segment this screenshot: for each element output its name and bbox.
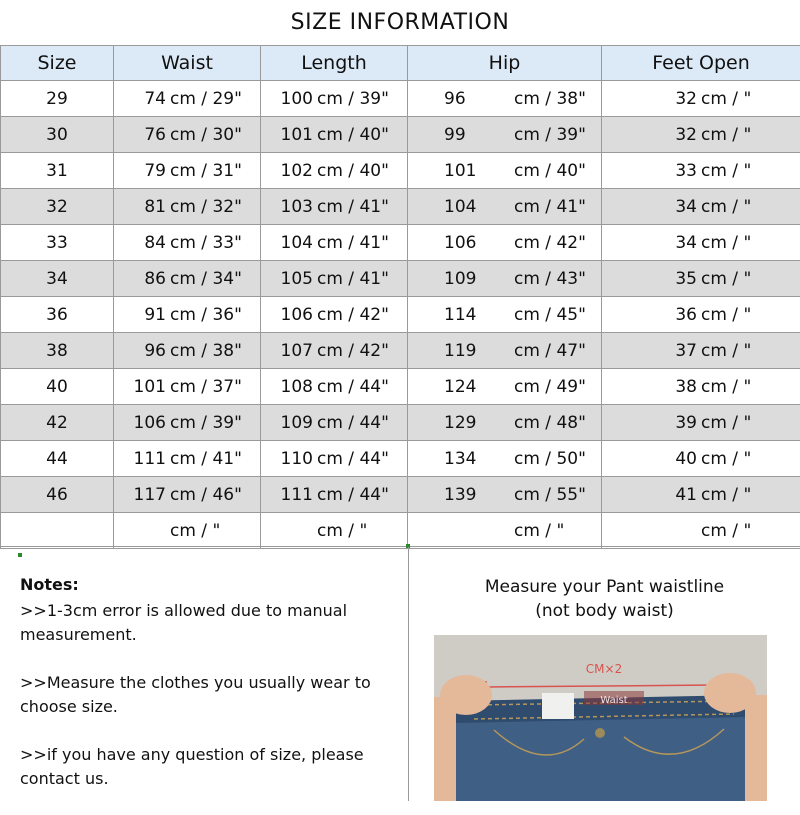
feet-open-cm: 34 bbox=[602, 197, 697, 217]
feet-open-unit: cm / " bbox=[697, 161, 751, 181]
hip-cm: 96 bbox=[408, 89, 508, 109]
size-value: 44 bbox=[46, 449, 68, 469]
size-cell bbox=[1, 513, 114, 549]
length-cell bbox=[261, 477, 408, 513]
hip-cell bbox=[408, 261, 602, 297]
length-cell bbox=[261, 117, 408, 153]
waist-unit: cm / 36" bbox=[166, 305, 242, 325]
waist-cell bbox=[114, 189, 261, 225]
hip-cell bbox=[408, 297, 602, 333]
header-length: Length bbox=[261, 46, 408, 81]
size-cell bbox=[1, 477, 114, 513]
feet-open-cell bbox=[602, 297, 800, 333]
hip-cell bbox=[408, 477, 602, 513]
table-row bbox=[1, 261, 800, 297]
waist-unit: cm / 46" bbox=[166, 485, 242, 505]
measure-label: CM×2 bbox=[586, 662, 622, 676]
feet-open-cell bbox=[602, 477, 800, 513]
length-unit: cm / 41" bbox=[313, 233, 389, 253]
size-cell bbox=[1, 333, 114, 369]
waist-cell bbox=[114, 225, 261, 261]
feet-open-cell bbox=[602, 405, 800, 441]
length-unit: cm / 44" bbox=[313, 485, 389, 505]
size-value: 31 bbox=[46, 161, 68, 181]
size-cell bbox=[1, 405, 114, 441]
waist-cell bbox=[114, 297, 261, 333]
hip-cell bbox=[408, 333, 602, 369]
header-waist: Waist bbox=[114, 46, 261, 81]
feet-open-cm: 41 bbox=[602, 485, 697, 505]
length-cm: 111 bbox=[261, 485, 313, 505]
waist-unit: cm / 31" bbox=[166, 161, 242, 181]
length-cell bbox=[261, 441, 408, 477]
table-row bbox=[1, 369, 800, 405]
size-cell bbox=[1, 369, 114, 405]
length-cm: 107 bbox=[261, 341, 313, 361]
waist-unit: cm / 33" bbox=[166, 233, 242, 253]
notes-title: Notes: bbox=[20, 573, 390, 597]
feet-open-cell bbox=[602, 189, 800, 225]
length-cm: 110 bbox=[261, 449, 313, 469]
feet-open-unit: cm / " bbox=[697, 197, 751, 217]
length-unit: cm / 42" bbox=[313, 341, 389, 361]
hip-unit: cm / 48" bbox=[508, 413, 586, 433]
feet-open-cell bbox=[602, 153, 800, 189]
feet-open-unit: cm / " bbox=[697, 521, 751, 541]
feet-open-cm: 37 bbox=[602, 341, 697, 361]
length-unit: cm / 44" bbox=[313, 413, 389, 433]
waist-unit: cm / 37" bbox=[166, 377, 242, 397]
hip-cm: 129 bbox=[408, 413, 508, 433]
waist-cell bbox=[114, 405, 261, 441]
length-cell bbox=[261, 369, 408, 405]
feet-open-cm: 32 bbox=[602, 89, 697, 109]
hip-cell bbox=[408, 369, 602, 405]
feet-open-unit: cm / " bbox=[697, 341, 751, 361]
feet-open-cell bbox=[602, 513, 800, 549]
hip-cm: 99 bbox=[408, 125, 508, 145]
length-cm: 101 bbox=[261, 125, 313, 145]
table-header-row bbox=[1, 46, 800, 81]
size-cell bbox=[1, 81, 114, 117]
hip-cm: 139 bbox=[408, 485, 508, 505]
waist-cm: 111 bbox=[114, 449, 166, 469]
hip-cm: 106 bbox=[408, 233, 508, 253]
table-row bbox=[1, 441, 800, 477]
length-unit: cm / 40" bbox=[313, 125, 389, 145]
length-unit: cm / 42" bbox=[313, 305, 389, 325]
hip-cell bbox=[408, 153, 602, 189]
notes-block bbox=[20, 573, 390, 815]
size-value: 29 bbox=[46, 89, 68, 109]
header-feet-open: Feet Open bbox=[602, 46, 800, 81]
waist-cell bbox=[114, 441, 261, 477]
waist-cell bbox=[114, 117, 261, 153]
table-row bbox=[1, 405, 800, 441]
waist-cm: 84 bbox=[114, 233, 166, 253]
feet-open-unit: cm / " bbox=[697, 233, 751, 253]
waist-cell bbox=[114, 81, 261, 117]
note-line: >>1-3cm error is allowed due to manual measurement. bbox=[20, 599, 390, 647]
feet-open-cell bbox=[602, 369, 800, 405]
hip-unit: cm / 50" bbox=[508, 449, 586, 469]
measure-title-line1: Measure your Pant waistline bbox=[409, 575, 800, 599]
waist-unit: cm / 41" bbox=[166, 449, 242, 469]
feet-open-unit: cm / " bbox=[697, 377, 751, 397]
size-value: 46 bbox=[46, 485, 68, 505]
corner-mark bbox=[18, 553, 22, 557]
size-cell bbox=[1, 153, 114, 189]
hip-unit: cm / 47" bbox=[508, 341, 586, 361]
hip-cell bbox=[408, 513, 602, 549]
waist-unit: cm / 30" bbox=[166, 125, 242, 145]
length-cell bbox=[261, 189, 408, 225]
feet-open-cm: 39 bbox=[602, 413, 697, 433]
length-unit: cm / 41" bbox=[313, 269, 389, 289]
feet-open-cm: 36 bbox=[602, 305, 697, 325]
feet-open-cm: 34 bbox=[602, 233, 697, 253]
measure-title-line2: (not body waist) bbox=[409, 599, 800, 623]
feet-open-cell bbox=[602, 81, 800, 117]
waist-unit: cm / 29" bbox=[166, 89, 242, 109]
hip-unit: cm / 42" bbox=[508, 233, 586, 253]
length-cell bbox=[261, 153, 408, 189]
length-cm: 106 bbox=[261, 305, 313, 325]
waist-unit: cm / 38" bbox=[166, 341, 242, 361]
page-title: SIZE INFORMATION bbox=[0, 0, 800, 46]
length-cm: 105 bbox=[261, 269, 313, 289]
feet-open-cm: 33 bbox=[602, 161, 697, 181]
hip-cell bbox=[408, 81, 602, 117]
size-cell bbox=[1, 117, 114, 153]
hip-cm: 101 bbox=[408, 161, 508, 181]
length-cell bbox=[261, 405, 408, 441]
size-value: 42 bbox=[46, 413, 68, 433]
hip-cell bbox=[408, 225, 602, 261]
length-cm: 104 bbox=[261, 233, 313, 253]
length-unit: cm / 41" bbox=[313, 197, 389, 217]
table-row bbox=[1, 153, 800, 189]
hip-unit: cm / 38" bbox=[508, 89, 586, 109]
size-cell bbox=[1, 297, 114, 333]
waist-cm: 76 bbox=[114, 125, 166, 145]
size-cell bbox=[1, 225, 114, 261]
feet-open-cell bbox=[602, 225, 800, 261]
hip-cm: 134 bbox=[408, 449, 508, 469]
size-cell bbox=[1, 189, 114, 225]
length-unit: cm / 44" bbox=[313, 449, 389, 469]
length-cm: 100 bbox=[261, 89, 313, 109]
length-cell bbox=[261, 81, 408, 117]
table-body bbox=[1, 81, 800, 549]
feet-open-cell bbox=[602, 441, 800, 477]
waist-cell bbox=[114, 333, 261, 369]
measure-title bbox=[409, 575, 800, 623]
length-unit: cm / 39" bbox=[313, 89, 389, 109]
size-value: 38 bbox=[46, 341, 68, 361]
size-value: 34 bbox=[46, 269, 68, 289]
hip-unit: cm / 49" bbox=[508, 377, 586, 397]
hip-unit: cm / 45" bbox=[508, 305, 586, 325]
length-cell bbox=[261, 513, 408, 549]
table-row bbox=[1, 81, 800, 117]
waist-cm: 86 bbox=[114, 269, 166, 289]
waist-cell bbox=[114, 369, 261, 405]
feet-open-unit: cm / " bbox=[697, 413, 751, 433]
note-line: >>if you have any question of size, please contact us. bbox=[20, 743, 390, 791]
table-row bbox=[1, 297, 800, 333]
jeans-measure-photo bbox=[434, 635, 767, 801]
feet-open-unit: cm / " bbox=[697, 485, 751, 505]
feet-open-cm: 38 bbox=[602, 377, 697, 397]
waist-unit: cm / 39" bbox=[166, 413, 242, 433]
length-cell bbox=[261, 225, 408, 261]
waist-cm: 96 bbox=[114, 341, 166, 361]
size-value: 30 bbox=[46, 125, 68, 145]
waist-cm: 117 bbox=[114, 485, 166, 505]
length-unit: cm / " bbox=[313, 521, 367, 541]
waist-cm: 106 bbox=[114, 413, 166, 433]
hip-unit: cm / " bbox=[508, 521, 564, 541]
jeans-illustration bbox=[434, 635, 767, 801]
hip-cm: 104 bbox=[408, 197, 508, 217]
length-cm: 108 bbox=[261, 377, 313, 397]
feet-open-unit: cm / " bbox=[697, 449, 751, 469]
hip-cm: 124 bbox=[408, 377, 508, 397]
hip-cm: 119 bbox=[408, 341, 508, 361]
hip-unit: cm / 43" bbox=[508, 269, 586, 289]
feet-open-unit: cm / " bbox=[697, 269, 751, 289]
header-size: Size bbox=[1, 46, 114, 81]
waist-cell bbox=[114, 477, 261, 513]
feet-open-unit: cm / " bbox=[697, 305, 751, 325]
table-row bbox=[1, 189, 800, 225]
length-cm: 102 bbox=[261, 161, 313, 181]
hip-cm: 114 bbox=[408, 305, 508, 325]
hip-unit: cm / 55" bbox=[508, 485, 586, 505]
table-row bbox=[1, 225, 800, 261]
size-value: 36 bbox=[46, 305, 68, 325]
size-value: 32 bbox=[46, 197, 68, 217]
waist-cm: 74 bbox=[114, 89, 166, 109]
table-row bbox=[1, 477, 800, 513]
waist-cell bbox=[114, 513, 261, 549]
hip-cm: 109 bbox=[408, 269, 508, 289]
length-cell bbox=[261, 333, 408, 369]
feet-open-cm: 40 bbox=[602, 449, 697, 469]
hip-unit: cm / 41" bbox=[508, 197, 586, 217]
length-cm: 109 bbox=[261, 413, 313, 433]
waist-unit: cm / 34" bbox=[166, 269, 242, 289]
length-cm: 103 bbox=[261, 197, 313, 217]
size-table bbox=[0, 45, 800, 549]
waist-unit: cm / " bbox=[166, 521, 220, 541]
length-unit: cm / 40" bbox=[313, 161, 389, 181]
hip-cell bbox=[408, 405, 602, 441]
size-cell bbox=[1, 261, 114, 297]
hip-cell bbox=[408, 441, 602, 477]
info-section bbox=[0, 546, 800, 801]
hip-unit: cm / 40" bbox=[508, 161, 586, 181]
feet-open-cell bbox=[602, 333, 800, 369]
hip-cell bbox=[408, 189, 602, 225]
waist-cell bbox=[114, 153, 261, 189]
feet-open-cell bbox=[602, 117, 800, 153]
length-unit: cm / 44" bbox=[313, 377, 389, 397]
size-cell bbox=[1, 441, 114, 477]
length-cell bbox=[261, 261, 408, 297]
size-value: 33 bbox=[46, 233, 68, 253]
size-value: 40 bbox=[46, 377, 68, 397]
feet-open-cell bbox=[602, 261, 800, 297]
waist-cm: 81 bbox=[114, 197, 166, 217]
waist-cm: 91 bbox=[114, 305, 166, 325]
waist-cm: 79 bbox=[114, 161, 166, 181]
hip-cell bbox=[408, 117, 602, 153]
waist-cm: 101 bbox=[114, 377, 166, 397]
measure-guide bbox=[409, 547, 800, 801]
table-row bbox=[1, 117, 800, 153]
waist-tag: Waist bbox=[600, 695, 627, 706]
waist-unit: cm / 32" bbox=[166, 197, 242, 217]
table-row bbox=[1, 333, 800, 369]
header-hip: Hip bbox=[408, 46, 602, 81]
feet-open-unit: cm / " bbox=[697, 89, 751, 109]
hip-unit: cm / 39" bbox=[508, 125, 586, 145]
table-row bbox=[1, 513, 800, 549]
length-cell bbox=[261, 297, 408, 333]
feet-open-cm: 32 bbox=[602, 125, 697, 145]
waist-cell bbox=[114, 261, 261, 297]
feet-open-unit: cm / " bbox=[697, 125, 751, 145]
feet-open-cm: 35 bbox=[602, 269, 697, 289]
note-line: >>Measure the clothes you usually wear to choose size. bbox=[20, 671, 390, 719]
